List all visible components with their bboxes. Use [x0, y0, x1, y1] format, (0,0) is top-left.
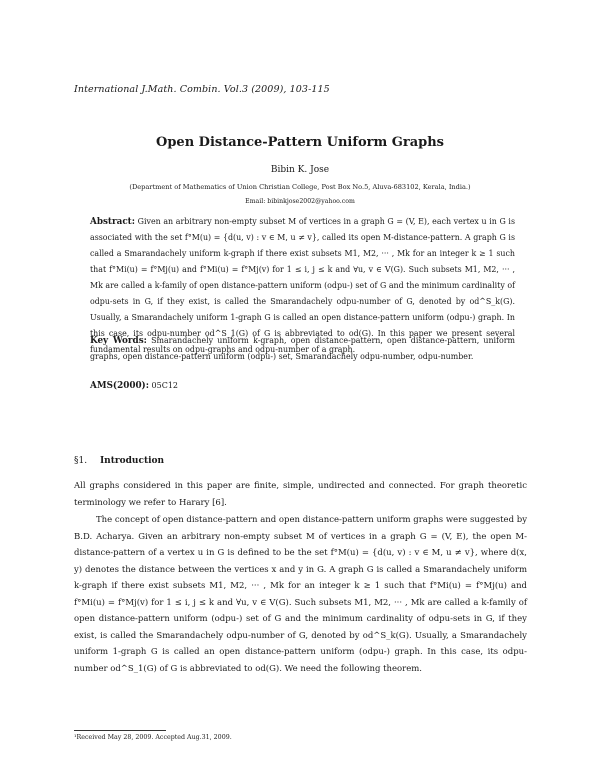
keywords-text: Smarandachely uniform k-graph, open distance-pattern, open distance-pattern, uniform graphs, open distance-pattern uniform (odpu-) set, Smarandachely odpu-number, odpu-number. [90, 336, 516, 361]
footnote-rule [74, 730, 166, 731]
ams-value: 05C12 [151, 381, 179, 390]
paper-title: Open Distance-Pattern Uniform Graphs [156, 135, 444, 150]
author-name: Bibin K. Jose [270, 165, 330, 175]
section-number: §1. [74, 456, 88, 466]
section-title: Introduction [99, 456, 165, 466]
intro-paragraph-1: All graphs considered in this paper are finite, simple, undirected and connected. For graph theoretic terminology we refer to Harary [6]. [74, 481, 527, 508]
abstract-block: Abstract: Given an arbitrary non-empty subset M of vertices in a graph G = (V, E), each vertex u in G is associated with the set f°M(u) = {d(u, v) : v ∈ M, u ≠ v}, called its open M-distance-pattern. A graph G is called a Smarandachely uniform k-graph if there exist subsets M1, M2, ··· , Mk for an integer k ≥ 1 such that f°Mi(u) = f°Mj(u) and f°Mi(u) = f°Mj(v) for 1 ≤ i, j ≤ k and ∀u, v ∈ V(G). Such subsets M1, M2, ··· , Mk are called a k-family of open distance-pattern uniform (odpu-) set of G and the minimum cardinality of odpu-sets in G, if they exist, is called the Smarandachely odpu-number of G, denoted by od^S_k(G). Usually, a Smarandachely uniform 1-graph G is called an open distance-pattern uniform (odpu-) graph. In this case, its odpu-number od^S_1(G) of G is abbreviated to od(G). In this paper we present several fundamental results on odpu-graphs and odpu-number of a graph. [90, 217, 515, 354]
keywords-label: Key Words [90, 336, 144, 346]
intro-paragraph-2: The concept of open distance-pattern and open distance-pattern uniform graphs were suggested by B.D. Acharya. Given an arbitrary non-empty subset M of vertices in a graph G = (V, E), the open M-distance-pattern of a vertex u in G is defined to be the set f°M(u) = {d(u, v) : v ∈ M, u ≠ v}, where d(x, y) denotes the distance between the vertices x and y in G. A graph G is called a Smarandachely uniform k-graph if there exist subsets M1, M2, ··· , Mk for an integer k ≥ 1 such that f°Mi(u) = f°Mj(u) and f°Mi(u) = f°Mj(v) for 1 ≤ i, j ≤ k and ∀u, v ∈ V(G). Such subsets M1, M2, ··· , Mk are called a k-family of open distance-pattern uniform (odpu-) set of G and the minimum cardinality of odpu-sets in G, if they exist, is called the Smarandachely odpu-number of G, denoted by od^S_k(G). Usually, a Smarandachely uniform 1-graph G is called an open distance-pattern uniform (odpu-) graph. In this case, its odpu-number od^S_1(G) of G is abbreviated to od(G). We need the following theorem. [74, 515, 527, 674]
keywords-block: Key Words: Smarandachely uniform k-graph, open distance-pattern, open distance-pattern, uniform graphs, open distance-pattern uniform (odpu-) set, Smarandachely odpu-number, odpu-number. [90, 336, 516, 361]
ams-classification: AMS(2000): 05C12 [90, 381, 179, 391]
author-email: Email: bibinkjose2002@yahoo.com [245, 198, 355, 205]
introduction-body [74, 478, 527, 677]
abstract-label: Abstract [90, 217, 132, 227]
abstract-text: Given an arbitrary non-empty subset M of vertices in a graph G = (V, E), each vertex u in G is associated with the set f°M(u) = {d(u, v) : v ∈ M, u ≠ v}, called its open M-distance-pattern. A graph G is called a Smarandachely uniform k-graph if there exist subsets M1, M2, ··· , Mk for an integer k ≥ 1 such that f°Mi(u) = f°Mj(u) and f°Mi(u) = f°Mj(v) for 1 ≤ i, j ≤ k and ∀u, v ∈ V(G). Such subsets M1, M2, ··· , Mk are called a k-family of open distance-pattern uniform (odpu-) set of G and the minimum cardinality of odpu-sets in G, if they exist, is called the Smarandachely odpu-number of G, denoted by od^S_k(G). Usually, a Smarandachely uniform 1-graph G is called an open distance-pattern uniform (odpu-) graph. In this case, its odpu-number od^S_1(G) of G is abbreviated to od(G). In this paper we present several fundamental results on odpu-graphs and odpu-number of a graph. [90, 217, 515, 354]
author-affiliation: (Department of Mathematics of Union Christian College, Post Box No.5, Aluva-683102, Kerala, India.) [129, 183, 471, 191]
section-heading [74, 456, 164, 466]
journal-header: International J.Math. Combin. Vol.3 (2009), 103-115 [74, 84, 330, 95]
footnote: ¹Received May 28, 2009. Accepted Aug.31, 2009. [74, 734, 232, 741]
ams-label: AMS(2000) [90, 381, 146, 391]
